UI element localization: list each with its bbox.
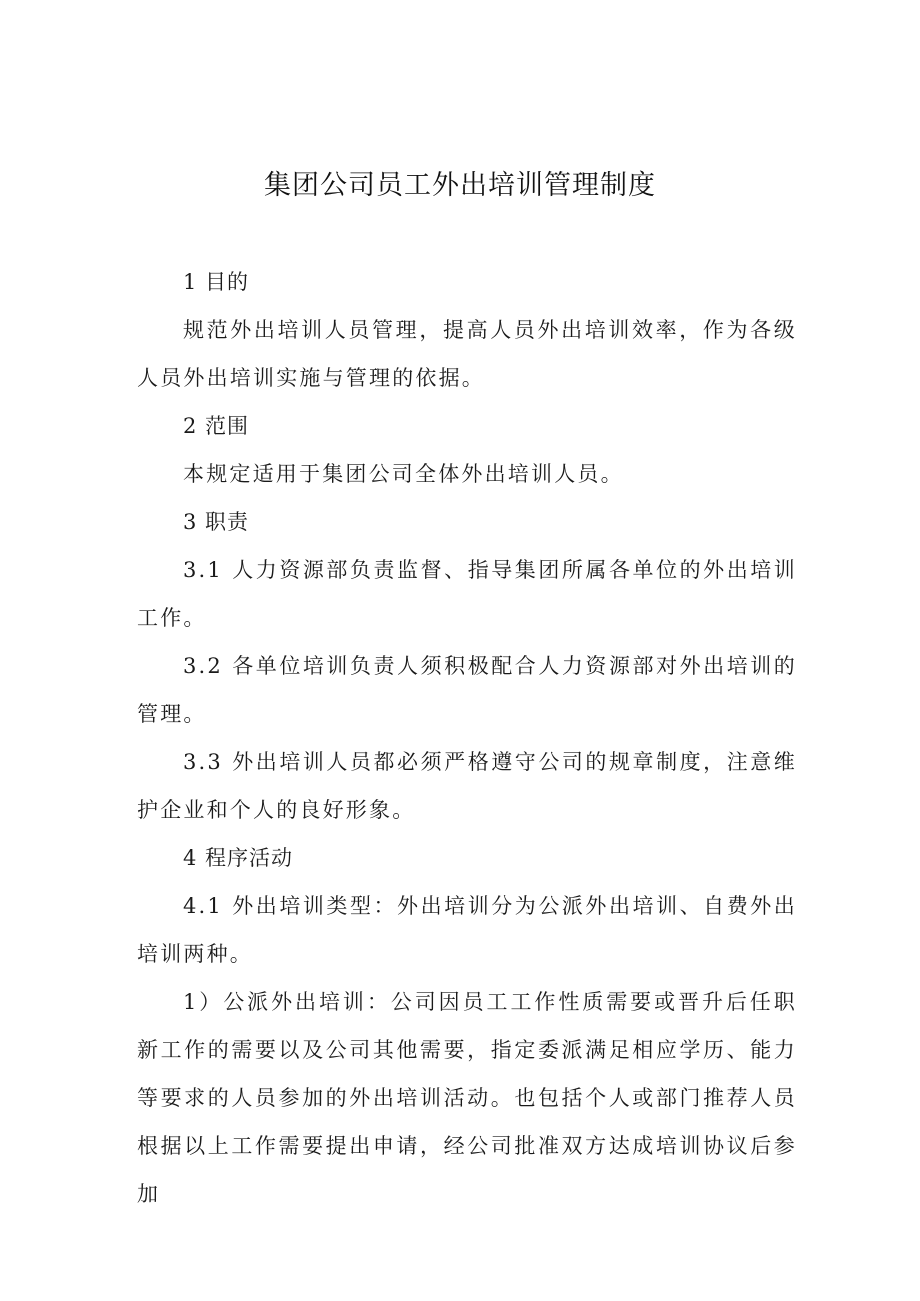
paragraph-procedure-4-1: 4.1 外出培训类型：外出培训分为公派外出培训、自费外出培训两种。 xyxy=(137,894,797,966)
section-heading-procedures: 4 程序活动 xyxy=(183,846,294,870)
section-heading-scope: 2 范围 xyxy=(183,414,250,438)
section-heading-responsibilities: 3 职责 xyxy=(183,510,250,534)
paragraph-purpose: 规范外出培训人员管理，提高人员外出培训效率，作为各级人员外出培训实施与管理的依据。 xyxy=(137,318,797,390)
section-heading-purpose: 1 目的 xyxy=(183,270,250,294)
document-title: 集团公司员工外出培训管理制度 xyxy=(264,170,656,201)
paragraph-procedure-official-training: 1）公派外出培训：公司因员工工作性质需要或晋升后任职新工作的需要以及公司其他需要，指定委派满足相应学历、能力等要求的人员参加的外出培训活动。也包括个人或部门推荐人员根据以上工作需要提出申请，经公司批准双方达成培训协议后参加 xyxy=(137,990,797,1206)
paragraph-responsibility-3-1: 3.1 人力资源部负责监督、指导集团所属各单位的外出培训工作。 xyxy=(137,558,797,630)
paragraph-responsibility-3-3: 3.3 外出培训人员都必须严格遵守公司的规章制度，注意维护企业和个人的良好形象。 xyxy=(137,750,797,822)
paragraph-responsibility-3-2: 3.2 各单位培训负责人须积极配合人力资源部对外出培训的管理。 xyxy=(137,654,797,726)
paragraph-scope: 本规定适用于集团公司全体外出培训人员。 xyxy=(183,462,624,486)
document-body xyxy=(137,258,797,1218)
